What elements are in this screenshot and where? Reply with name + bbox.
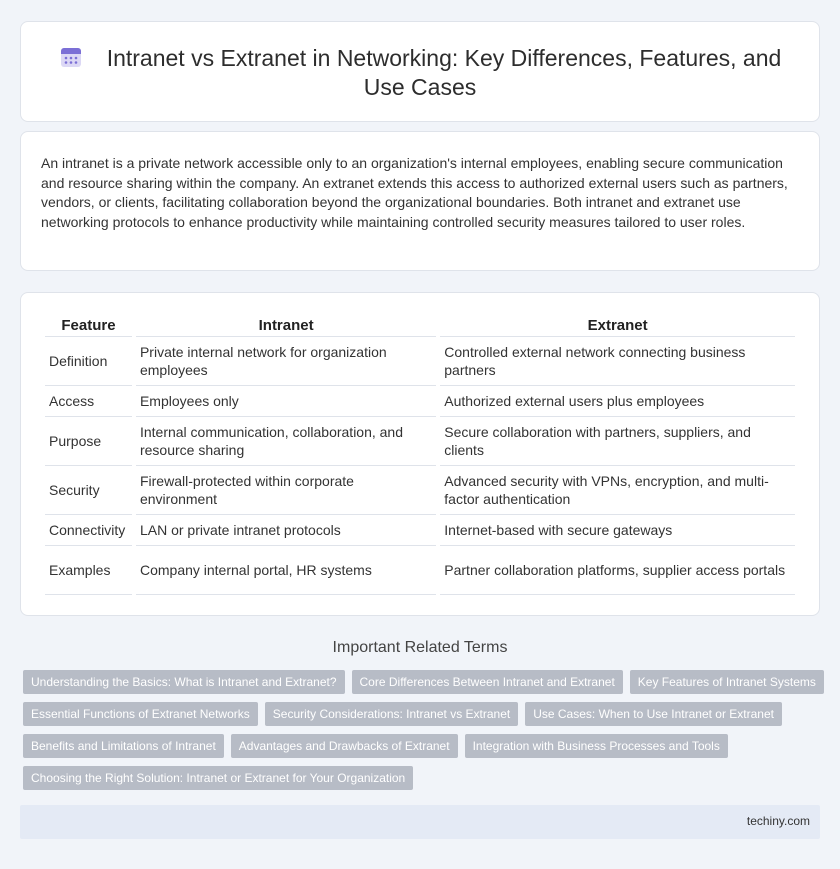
header-feature: Feature [45,315,132,337]
cell-extranet: Authorized external users plus employees [440,386,795,417]
header-extranet: Extranet [440,315,795,337]
related-term-tag[interactable]: Core Differences Between Intranet and Extranet [352,670,623,694]
cell-extranet: Internet-based with secure gateways [440,515,795,546]
related-term-tag[interactable]: Benefits and Limitations of Intranet [23,734,224,758]
related-term-tag[interactable]: Security Considerations: Intranet vs Extranet [265,702,518,726]
comparison-table [41,315,799,595]
intro-card [20,131,820,271]
header-intranet: Intranet [136,315,436,337]
related-terms-heading: Important Related Terms [332,639,508,656]
page-title-text: Intranet vs Extranet in Networking: Key Differences, Features, and Use Cases [106,45,782,100]
related-term-tag[interactable]: Understanding the Basics: What is Intranet and Extranet? [23,670,345,694]
cell-feature: Purpose [45,417,132,466]
related-term-tag[interactable]: Essential Functions of Extranet Networks [23,702,258,726]
cell-feature: Definition [45,337,132,386]
cell-extranet: Advanced security with VPNs, encryption, and multi-factor authentication [440,466,795,515]
title-card [20,21,820,122]
cell-feature: Examples [45,546,132,595]
footer [20,805,820,839]
table-row [45,515,795,546]
cell-extranet: Partner collaboration platforms, supplier access portals [440,546,795,595]
related-term-tag[interactable]: Advantages and Drawbacks of Extranet [231,734,458,758]
cell-intranet: Company internal portal, HR systems [136,546,436,595]
page-title [21,44,819,102]
cell-extranet: Secure collaboration with partners, suppliers, and clients [440,417,795,466]
cell-feature: Security [45,466,132,515]
related-term-tag[interactable]: Integration with Business Processes and Tools [465,734,728,758]
intro-paragraph: An intranet is a private network accessible only to an organization's internal employees, enabling secure communication and resource sharing within the company. An extranet extends this access to authorized external users such as partners, vendors, or clients, facilitating collaboration beyond the organizational boundaries. Both intranet and extranet use networking protocols to enhance productivity while maintaining controlled security measures tailored to user roles. [41,155,788,230]
table-row [45,417,795,466]
calendar-icon [59,45,83,69]
cell-intranet: LAN or private intranet protocols [136,515,436,546]
related-term-tag[interactable]: Use Cases: When to Use Intranet or Extranet [525,702,782,726]
table-header-row [45,315,795,337]
cell-intranet: Internal communication, collaboration, and resource sharing [136,417,436,466]
cell-intranet: Firewall-protected within corporate environment [136,466,436,515]
related-term-tag[interactable]: Key Features of Intranet Systems [630,670,824,694]
table-row [45,546,795,595]
cell-feature: Connectivity [45,515,132,546]
table-row [45,466,795,515]
cell-intranet: Private internal network for organization employees [136,337,436,386]
cell-feature: Access [45,386,132,417]
table-row [45,337,795,386]
table-row [45,386,795,417]
related-terms-list [23,670,823,798]
related-term-tag[interactable]: Choosing the Right Solution: Intranet or Extranet for Your Organization [23,766,413,790]
cell-extranet: Controlled external network connecting business partners [440,337,795,386]
cell-intranet: Employees only [136,386,436,417]
comparison-card [20,292,820,616]
footer-site-link[interactable]: techiny.com [746,814,810,828]
